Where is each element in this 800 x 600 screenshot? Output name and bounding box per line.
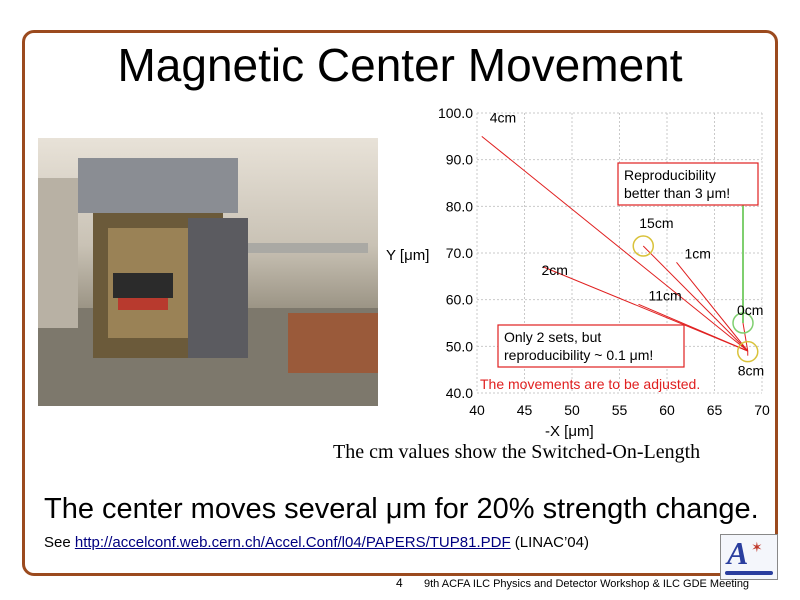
reference-link[interactable]: http://accelconf.web.cern.ch/Accel.Conf/l04/PAPERS/TUP81.PDF [74,534,511,551]
logo-star-icon: ✶ [751,539,763,555]
point-label: 11cm [648,287,682,304]
x-axis-label: -X [μm] [545,423,594,440]
see-suffix: (LINAC’04) [510,534,589,551]
x-tick-label: 45 [516,402,533,418]
y-axis-label: Y [μm] [386,247,430,264]
y-tick-label: 40.0 [445,385,473,401]
x-tick-label: 40 [469,402,485,418]
slide-title: Magnetic Center Movement [117,39,683,91]
y-tick-labels [438,105,473,401]
y-tick-label: 60.0 [445,291,473,308]
point-label: 0cm [737,302,764,318]
reproducibility-box-text: better than 3 μm! [624,185,731,201]
x-tick-label: 65 [706,402,723,418]
see-prefix: See [44,534,75,551]
two-sets-box-text: Only 2 sets, but [504,329,602,345]
x-tick-label: 60 [659,402,675,418]
reference-line [44,534,589,551]
chart [380,100,780,440]
reproducibility-box-text: Reproducibility [624,167,716,183]
y-tick-label: 50.0 [445,338,473,355]
x-tick-label: 50 [564,402,580,418]
page-number: 4 [396,576,403,590]
logo-letter: A [727,535,749,571]
point-label: 2cm [541,262,568,278]
point-label: 8cm [737,362,765,379]
y-tick-label: 100.0 [437,105,473,121]
footer-text: 9th ACFA ILC Physics and Detector Workshop & ILC GDE Meeting [424,578,750,590]
two-sets-box-text: reproducibility ~ 0.1 μm! [504,347,654,363]
y-tick-label: 90.0 [445,151,473,168]
x-tick-labels [469,402,770,418]
y-tick-label: 70.0 [445,245,473,261]
x-tick-label: 70 [754,402,770,418]
main-statement: The center moves several μm for 20% strength change. [44,493,759,525]
adjust-note: The movements are to be adjusted. [480,376,701,392]
logo-wave [725,571,773,575]
y-tick-label: 80.0 [445,198,473,215]
magnet-photo [38,138,378,406]
point-label: 4cm [489,109,517,126]
x-tick-label: 55 [611,402,628,418]
point-label: 1cm [684,245,711,262]
acfa-logo [720,534,778,580]
figure-caption: The cm values show the Switched-On-Length [333,441,701,463]
point-label: 15cm [639,215,674,231]
